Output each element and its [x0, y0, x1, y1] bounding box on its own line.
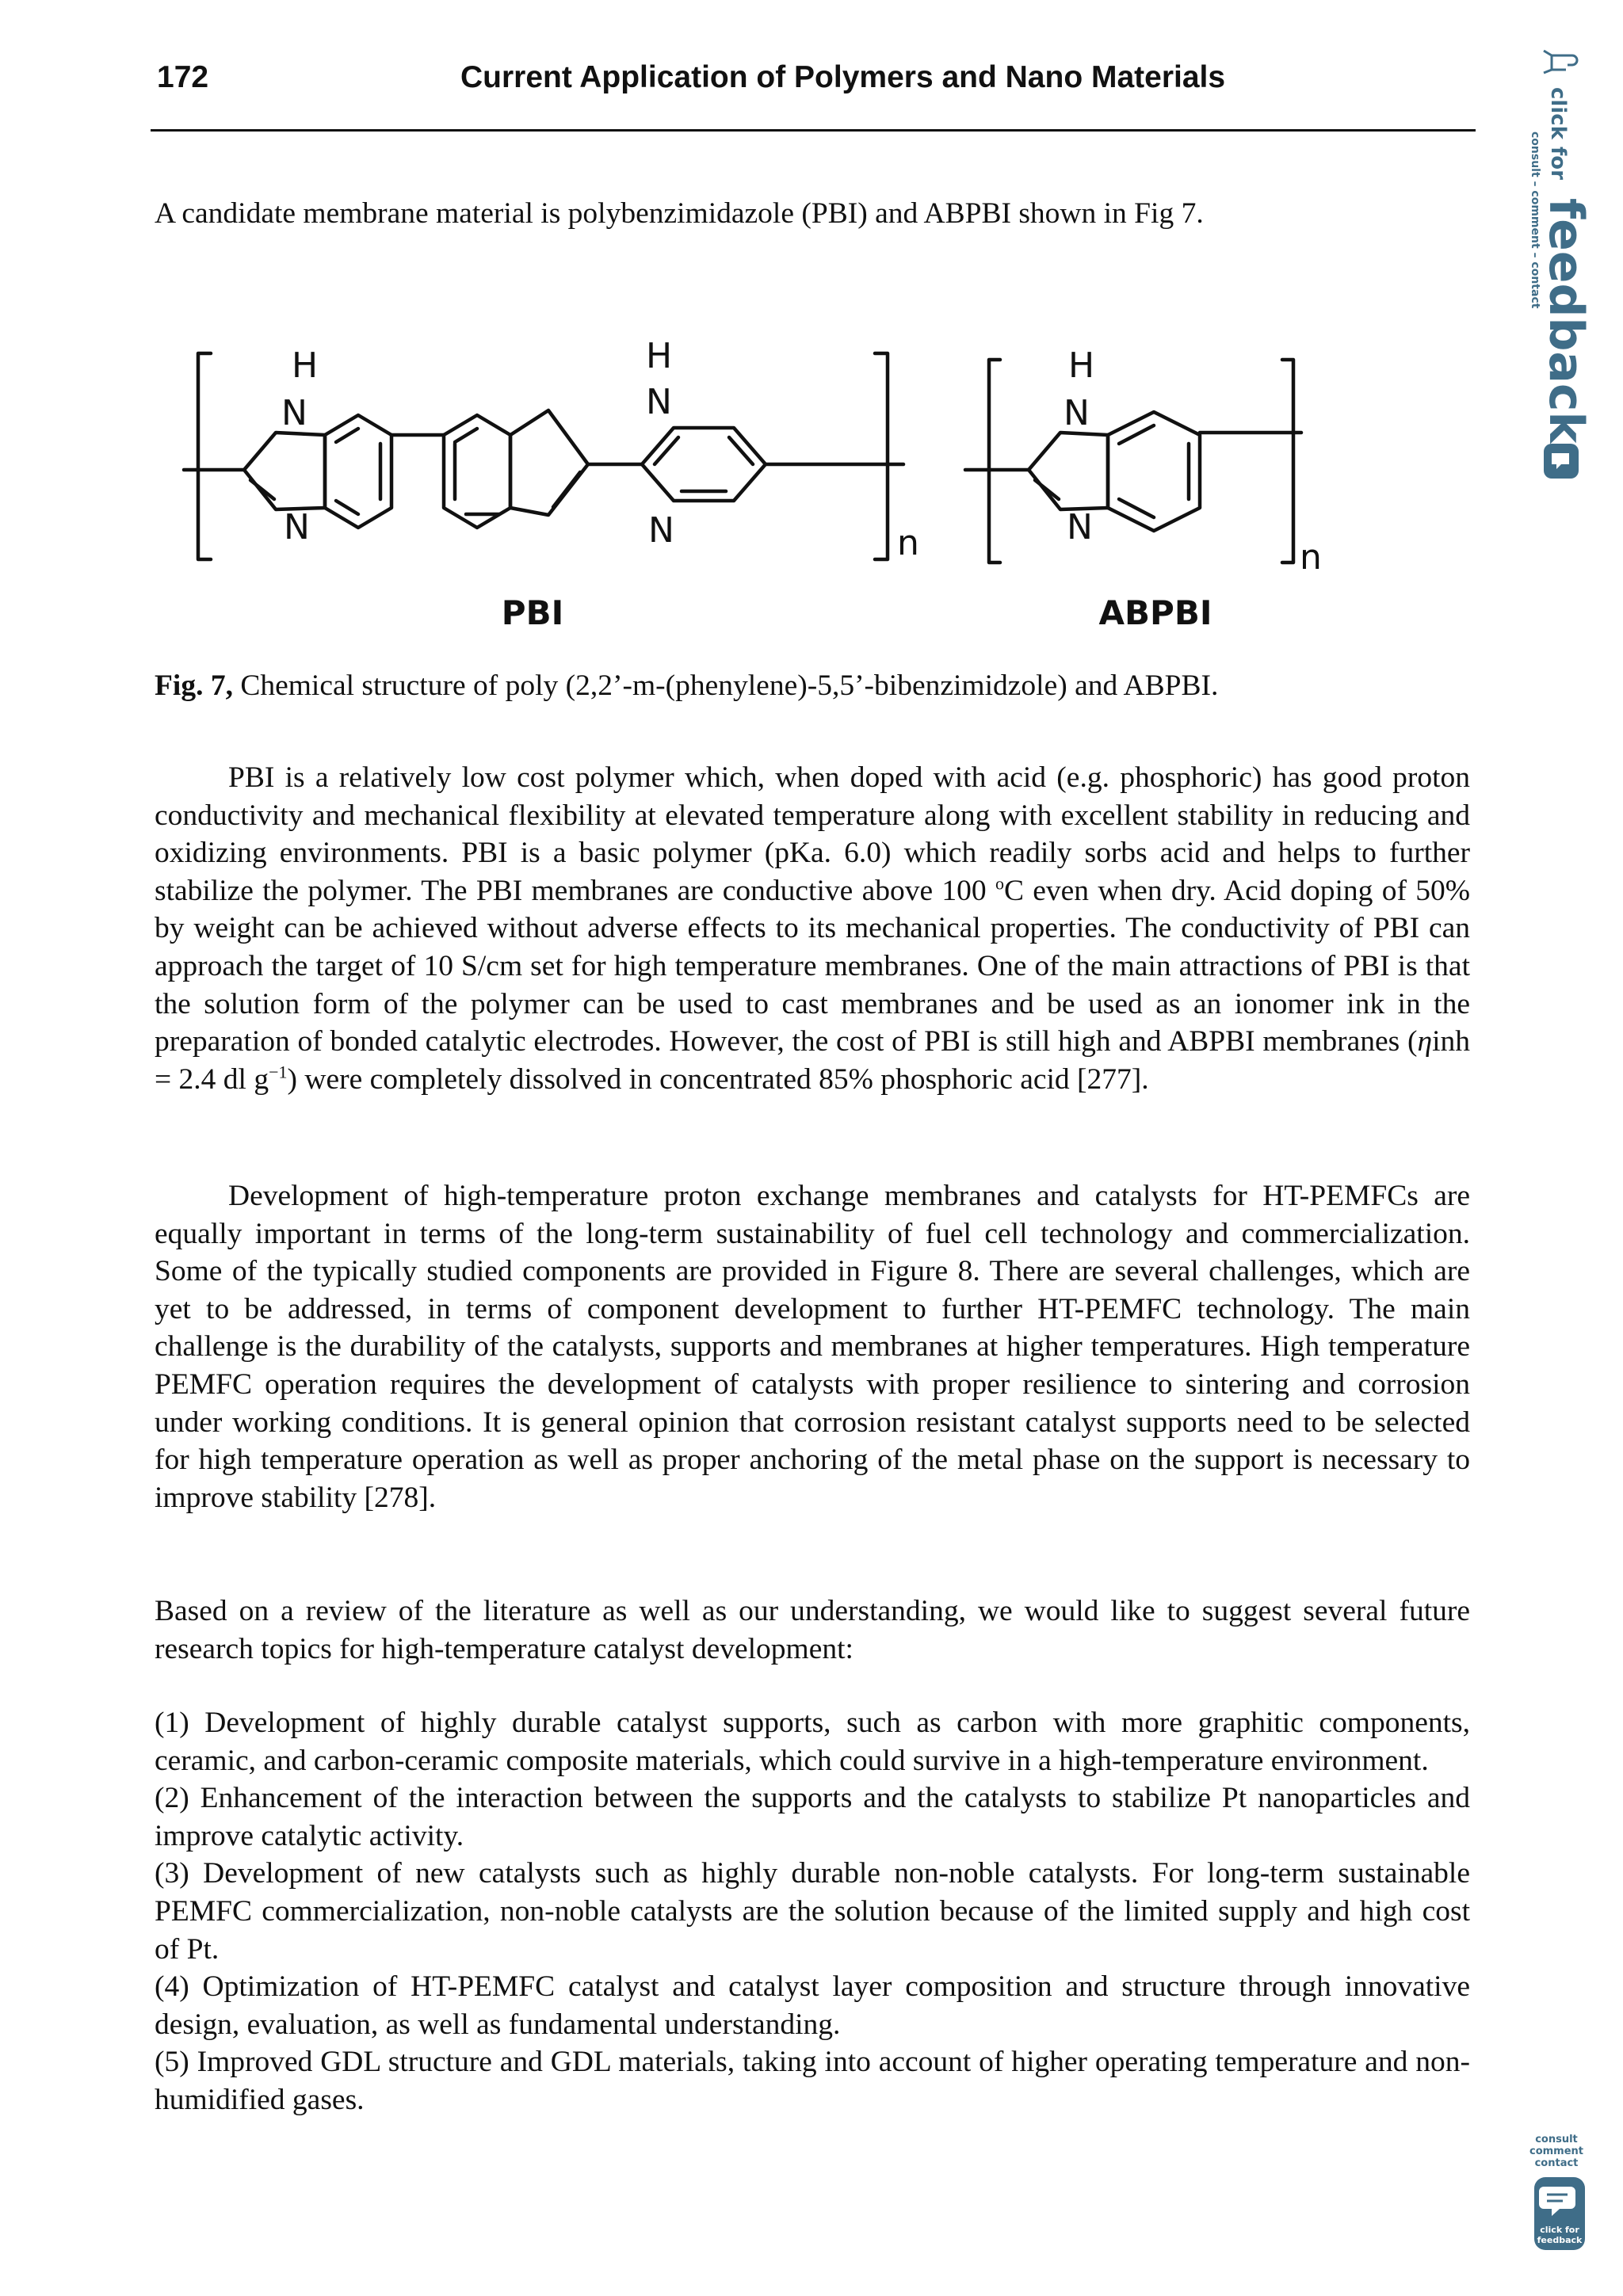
- intro-paragraph: A candidate membrane material is polybenzimidazole (PBI) and ABPBI shown in Fig 7.: [155, 197, 1204, 230]
- list-item: (1) Development of highly durable catalyst supports, such as carbon with more graphitic components, ceramic, and carbon-ceramic composite materials, which could survive in a high-temperature environment.: [155, 1707, 1470, 1777]
- atom-H: H: [292, 345, 319, 386]
- feedback-consult-text: consult – comment – contact: [1529, 132, 1541, 309]
- repeat-n: n: [1300, 537, 1322, 578]
- running-title: Current Application of Polymers and Nano Materials: [460, 60, 1226, 94]
- atom-N: N: [648, 510, 674, 551]
- chemical-structures-drawing: [174, 331, 1339, 648]
- atom-N: N: [646, 382, 672, 422]
- figure-caption: [155, 667, 1470, 704]
- page-number: 172: [157, 60, 209, 94]
- text-run: ) were completely dissolved in concentrated 85% phosphoric acid [277].: [287, 1062, 1149, 1096]
- feedback-comment: comment: [1529, 2145, 1584, 2157]
- feedback-tab[interactable]: [1528, 32, 1591, 491]
- feedback-button[interactable]: [1522, 2130, 1591, 2252]
- label-abpbi: ABPBI: [1098, 593, 1212, 632]
- paragraph-future-topics: Based on a review of the literature as well as our understanding, we would like to suggest several future research topics for high-temperature catalyst development:: [155, 1595, 1470, 1665]
- text-run: C even when dry. Acid doping of 50% by weight can be achieved without adverse effects to its mechanical properties. The conductivity of PBI can approach the target of 10 S/cm set for high temperature membranes. One of the main attractions of PBI is that the solution form of the polymer can be used to cast membranes and be used as an ionomer ink in the preparation of bonded catalytic electrodes. However, the cost of PBI is still high and ABPBI membranes (: [155, 874, 1470, 1058]
- atom-N: N: [281, 393, 307, 433]
- label-pbi: PBI: [501, 593, 564, 632]
- atom-H: H: [1068, 345, 1095, 386]
- feedback-click-for-text: click for: [1546, 87, 1570, 180]
- list-item: (2) Enhancement of the interaction between the supports and the catalysts to stabilize Pt nanoparticles and improve catalytic activity.: [155, 1782, 1470, 1852]
- text-run: inh = 2.4 dl g: [155, 1025, 1470, 1096]
- feedback-word: feedback: [1538, 198, 1591, 444]
- page-header: [152, 55, 1474, 97]
- list-item: (5) Improved GDL structure and GDL materials, taking into account of higher operating temperature and non-humidified gases.: [155, 2046, 1470, 2116]
- atom-N: N: [1064, 393, 1090, 433]
- research-topics-list: [155, 1704, 1470, 2119]
- pointer-hand-icon: [1544, 51, 1577, 73]
- paragraph-ht-pemfc: [155, 1177, 1470, 1516]
- list-item: (3) Development of new catalysts such as highly durable non-noble catalysts. For long-term sustainable PEMFC commercialization, non-noble catalysts are the solution because of the limited supply and high cost of Pt.: [155, 1857, 1470, 1966]
- header-rule: [151, 129, 1476, 132]
- list-item: (4) Optimization of HT-PEMFC catalyst and catalyst layer composition and structure through innovative design, evaluation, as well as fundamental understanding.: [155, 1970, 1470, 2041]
- chat-icon: [1544, 444, 1579, 479]
- degree-sup: o: [995, 873, 1004, 894]
- eta-symbol: η: [1417, 1025, 1433, 1058]
- paragraph-pbi: [155, 759, 1470, 1098]
- feedback-consult: consult: [1535, 2134, 1578, 2145]
- caption-label: Fig. 7,: [155, 669, 233, 702]
- figure-7: [174, 331, 1339, 648]
- feedback-btn-feedback: feedback: [1537, 2235, 1583, 2245]
- caption-text: Chemical structure of poly (2,2’-m-(phenylene)-5,5’-bibenzimidzole) and ABPBI.: [232, 669, 1219, 702]
- atom-N: N: [284, 507, 310, 547]
- text-run: PBI is a relatively low cost polymer which, when doped with acid (e.g. phosphoric) has good proton conductivity and mechanical flexibility at elevated temperature along with excellent stability in reducing and oxidizing environments. PBI is a basic polymer (pKa. 6.0) which readily sorbs acid and helps to further stabilize the polymer. The PBI membranes are conductive above 100: [155, 761, 1470, 907]
- atom-H: H: [646, 336, 673, 376]
- exponent-sup: −1: [269, 1062, 288, 1082]
- text-run: Development of high-temperature proton exchange membranes and catalysts for HT-PEMFCs are equally important in terms of the long-term sustainability of fuel cell technology and commercialization. Some of the typically studied components are provided in Figure 8. There are several challenges, which are yet to be addressed, in terms of component development to further HT-PEMFC technology. The main challenge is the durability of the catalysts, supports and membranes at higher temperatures. High temperature PEMFC operation requires the development of catalysts with proper resilience to sintering and corrosion under working conditions. It is general opinion that corrosion resistant catalyst supports need to be selected for high temperature operation as well as proper anchoring of the metal phase on the support is necessary to improve stability [278].: [155, 1180, 1470, 1514]
- repeat-n: n: [897, 523, 919, 563]
- atom-N: N: [1067, 507, 1093, 547]
- feedback-btn-click: click for: [1540, 2225, 1579, 2235]
- feedback-contact: contact: [1534, 2157, 1579, 2169]
